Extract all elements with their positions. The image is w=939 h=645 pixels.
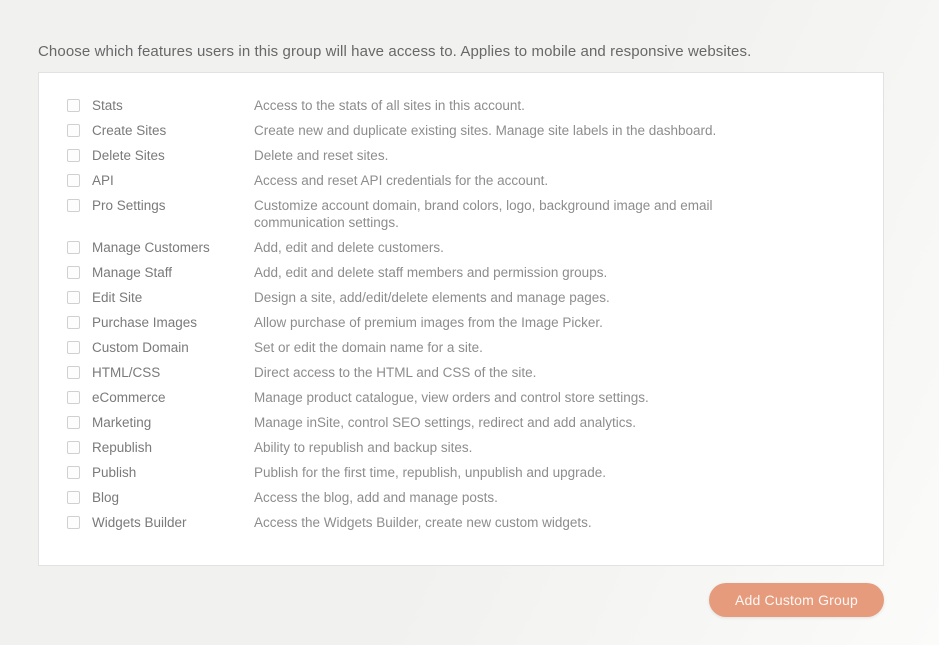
feature-checkbox[interactable] [67, 124, 80, 137]
features-panel [38, 72, 884, 566]
feature-label: Edit Site [92, 290, 143, 305]
feature-label: eCommerce [92, 390, 166, 405]
feature-row [67, 264, 863, 281]
feature-description: Customize account domain, brand colors, logo, background image and email communication settings. [254, 198, 713, 230]
feature-row [67, 364, 863, 381]
feature-description: Allow purchase of premium images from the Image Picker. [254, 315, 603, 330]
feature-description: Direct access to the HTML and CSS of the site. [254, 365, 537, 380]
feature-checkbox[interactable] [67, 266, 80, 279]
feature-description: Access to the stats of all sites in this account. [254, 98, 525, 113]
feature-description: Manage inSite, control SEO settings, redirect and add analytics. [254, 415, 636, 430]
feature-checkbox[interactable] [67, 516, 80, 529]
feature-label: Stats [92, 98, 123, 113]
feature-description: Set or edit the domain name for a site. [254, 340, 483, 355]
feature-row [67, 239, 863, 256]
feature-row [67, 489, 863, 506]
feature-checkbox[interactable] [67, 291, 80, 304]
feature-label: Delete Sites [92, 148, 165, 163]
feature-label: Custom Domain [92, 340, 189, 355]
feature-description: Ability to republish and backup sites. [254, 440, 473, 455]
feature-row [67, 339, 863, 356]
feature-row [67, 464, 863, 481]
feature-checkbox[interactable] [67, 366, 80, 379]
feature-label: Manage Customers [92, 240, 210, 255]
feature-label: Republish [92, 440, 153, 455]
feature-description: Manage product catalogue, view orders and control store settings. [254, 390, 649, 405]
feature-checkbox[interactable] [67, 149, 80, 162]
feature-row [67, 514, 863, 531]
feature-checkbox[interactable] [67, 391, 80, 404]
feature-description: Add, edit and delete customers. [254, 240, 444, 255]
feature-label: HTML/CSS [92, 365, 161, 380]
feature-label: Pro Settings [92, 198, 166, 213]
feature-label: Manage Staff [92, 265, 173, 280]
feature-description: Delete and reset sites. [254, 148, 389, 163]
feature-label: Purchase Images [92, 315, 198, 330]
feature-label: Create Sites [92, 123, 167, 138]
feature-description: Access the Widgets Builder, create new custom widgets. [254, 515, 592, 530]
feature-row [67, 97, 863, 114]
add-custom-group-button[interactable]: Add Custom Group [709, 583, 884, 617]
feature-description: Publish for the first time, republish, unpublish and upgrade. [254, 465, 606, 480]
feature-checkbox[interactable] [67, 441, 80, 454]
feature-description: Access the blog, add and manage posts. [254, 490, 498, 505]
feature-checkbox[interactable] [67, 241, 80, 254]
feature-checkbox[interactable] [67, 316, 80, 329]
feature-label: Marketing [92, 415, 152, 430]
feature-checkbox[interactable] [67, 99, 80, 112]
feature-checkbox[interactable] [67, 199, 80, 212]
feature-row [67, 389, 863, 406]
feature-checkbox[interactable] [67, 174, 80, 187]
feature-row [67, 414, 863, 431]
feature-label: Widgets Builder [92, 515, 187, 530]
feature-description: Create new and duplicate existing sites. Manage site labels in the dashboard. [254, 123, 717, 138]
feature-description: Access and reset API credentials for the account. [254, 173, 549, 188]
feature-description: Add, edit and delete staff members and permission groups. [254, 265, 608, 280]
feature-row [67, 147, 863, 164]
feature-row [67, 439, 863, 456]
feature-checkbox[interactable] [67, 341, 80, 354]
feature-checkbox[interactable] [67, 491, 80, 504]
feature-checkbox[interactable] [67, 416, 80, 429]
feature-row [67, 172, 863, 189]
feature-checkbox[interactable] [67, 466, 80, 479]
instruction-text: Choose which features users in this group will have access to. Applies to mobile and responsive websites. [38, 43, 752, 60]
feature-label: API [92, 173, 114, 188]
feature-list [67, 97, 863, 531]
feature-description: Design a site, add/edit/delete elements and manage pages. [254, 290, 610, 305]
feature-label: Blog [92, 490, 120, 505]
feature-row [67, 289, 863, 306]
feature-row [67, 314, 863, 331]
feature-row [67, 197, 863, 231]
feature-row [67, 122, 863, 139]
feature-label: Publish [92, 465, 137, 480]
